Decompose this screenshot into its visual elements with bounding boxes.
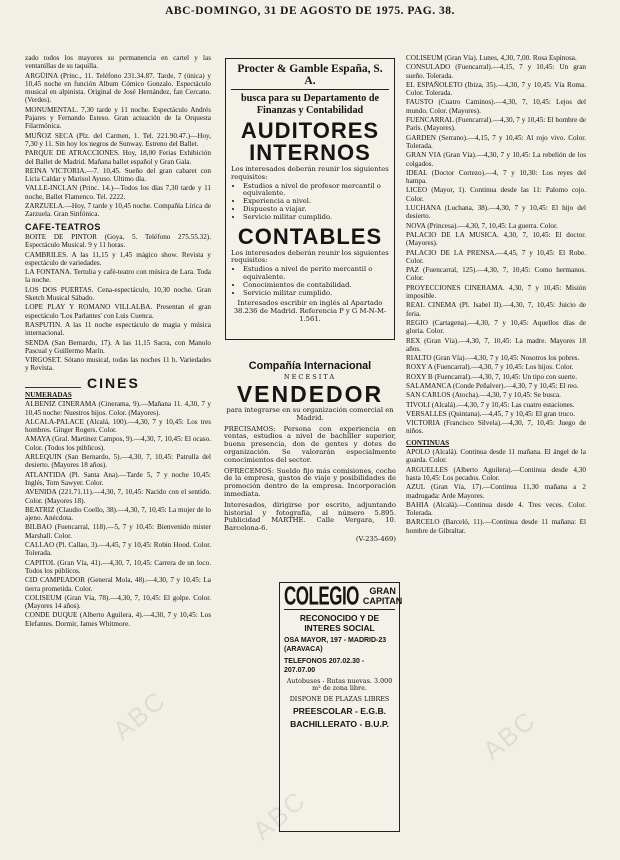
ad-ofrecemos: OFRECEMOS: Sueldo fijo más comisiones, coche de la empresa, gastos de viaje y posibilidades de promoción dentro de la empresa. Incorporación inmediata.: [224, 466, 396, 498]
ad-code: (V-235-469): [355, 534, 396, 543]
listing-entry: ARGUELLES (Alberto Aguilera).—Continua desde 4,30 hasta 10,45: Los pecados. Color.: [406, 465, 586, 482]
listing-entry: VERSALLES (Quintana).—4,45, 7 y 10,45: El gran truco.: [406, 409, 575, 418]
listing-entry: GARDEN (Serrano).—4,15, 7 y 10,45: Al rojo vivo. Color. Tolerada.: [406, 133, 586, 150]
listing-entry: PALACIO DE LA MUSICA. 4,30, 7, 10,45: El doctor. (Mayores).: [406, 230, 586, 248]
ad-line: INTERES SOCIAL: [304, 622, 375, 633]
ad-company-name: Procter & Gamble España, S. A.: [231, 63, 389, 90]
subheading-numeradas: NUMERADAS: [25, 390, 72, 399]
listing-entry: BILBAO (Fuencarral, 118).—5, 7 y 10,45: Bienvenido mister Marshall. Color.: [25, 523, 211, 540]
listing-entry: NOVA (Princesa).—4,30, 7, 10,45: La guerra. Color.: [406, 221, 558, 230]
listing-entry: ZARZUELA.—Hoy, 7 tarde y 10,45 noche. Compañía Lírica de Zarzuela. Gran Sinfónica.: [25, 202, 211, 219]
listing-entry: SENDA (San Bernardo, 17). A las 11,15 Sacra, con Manolo Pascual y Guillermo Marín.: [25, 338, 211, 355]
listing-entry: SALAMANCA (Conde Peñalver).—4,30, 7 y 10,45: El reo.: [406, 381, 579, 390]
ad-requirement: • Estudios a nivel de profesor mercantil o equivalente.: [243, 183, 389, 199]
procter-gamble-ad: [225, 58, 395, 340]
listing-entry: AVENIDA (221.71.11).—4,30, 7, 10,45: Nacido con el sentido. Color. (Mayores 18).: [25, 488, 211, 505]
listing-entry: APOLO (Alcalá). Continua desde 11 mañana. El ángel de la guarda. Color.: [406, 448, 586, 465]
listing-entry: SAN CARLOS (Atocha).—4,30, 7 y 10,45: Se busca.: [406, 391, 561, 400]
ad-levels: PREESCOLAR - E.G.B.: [292, 706, 387, 717]
listing-entry: MUÑOZ SECA (Plz. del Carmen, 1. Tel. 221.90.47.)—Hoy, 7,30 y 11. Sin hoy los negros de Sunway. Estreno del Ballet.: [25, 131, 211, 148]
listing-entry: CID CAMPEADOR (General Mola, 48).—4,30, 7 y 10,45: La tierra prometida. Color.: [25, 576, 211, 593]
right-column: [406, 54, 586, 860]
colegio-logo: [284, 581, 403, 610]
ad-necesita: NECESITA: [283, 373, 337, 381]
listing-entry: MONUMENTAL. 7,30 tarde y 11 noche. Espectáculo Andrés Pajares y Fernando Esteso. Gran actuación de la Orquesta Filarmónica.: [25, 105, 211, 131]
logo-sub-text: GRAN CAPITAN: [362, 586, 403, 606]
listing-entry: CONSULADO (Fuencarral).—4,15, 7 y 10,45: Un gran sueño. Tolerada.: [406, 63, 586, 80]
ad-title-vendedor: VENDEDOR: [236, 381, 384, 407]
listing-entry: LICEO (Mayor, 1). Continua desde las 11: Palomo cojo. Color.: [406, 186, 586, 203]
listing-entry: PROYECCIONES CINERAMA. 4,30, 7 y 10,45: Misión imposible.: [406, 283, 586, 301]
ad-line: RECONOCIDO Y DE: [299, 613, 380, 623]
abc-watermark: ABC: [106, 684, 172, 746]
listing-entry: PAZ (Fuencarral, 125).—4,30, 7, 10,45: Como hermanos. Color.: [406, 266, 586, 283]
listing-entry: CONDE DUQUE (Alberto Aguilera, 4).—4,30, 7 y 10,45: Los Elefantes. Dormir, James Whitmore.: [25, 611, 211, 628]
listing-entry: RIALTO (Gran Vía).—4,30, 7 y 10,45: Nosotros los pobres.: [406, 354, 580, 363]
ad-requirement: • Servicio militar cumplido.: [243, 214, 389, 222]
ad-phones: TELEFONOS 207.02.30 - 207.07.00: [284, 658, 365, 674]
listing-entry: BOITE DE PINTOR (Goya, 5. Teléfono 275.55.32). Espectáculo Musical. 9 y 11 horas.: [25, 232, 211, 250]
listing-entry: COLISEUM (Gran Vía). Lunes, 4,30, 7,00. Rosa Espinosa.: [406, 54, 577, 62]
ad-address: OSA MAYOR, 197 - MADRID-23 (ARAVACA): [284, 637, 387, 653]
listing-entry: LOPE PLAY Y ROMANO VILLALBA. Presentan el gran espectáculo 'Los Parlantes' con Luis Cuenca.: [25, 303, 211, 320]
listing-entry: ROXY B (Fuencarral).—4,30, 7, 10,45: Un tipo con suerte.: [406, 372, 578, 381]
listing-entry: VALLE-INCLAN (Princ. 14.)—Todos los días 7,30 tarde y 11 noche, Ballet Flamenco. Tel. 2222.: [25, 184, 211, 201]
subheading-continuas: CONTINUAS: [406, 438, 450, 447]
listing-entry: TIVOLI (Alcalá).—4,30, 7 y 10,45: Las cuatro estaciones.: [406, 400, 575, 409]
ad-requirement: • Servicio militar cumplido.: [243, 290, 389, 298]
ad-contact: Interesados, dirigirse por escrito, adjuntando historial y fotografía, al número 5.895. Publicidad MARTHE. Calle Vergara, 10. Barcelona-6.: [224, 500, 396, 533]
ad-requirement: • Conocimientos de contabilidad.: [243, 282, 389, 290]
ad-requirements-intro: Los interesados deberán reunir los siguientes requisitos:: [231, 165, 389, 181]
ad-requirements-list: [231, 183, 389, 222]
ad-requirement: • Dispuesto a viajar.: [243, 206, 389, 214]
listing-entry: EL ESPAÑOLETO (Ibiza, 35).—4,30, 7 y 10,45: Vía Roma. Color. Tolerada.: [406, 80, 586, 98]
listing-entry: FAUSTO (Cuatro Caminos).—4,30, 7, 10,45: Lejos del mundo. Color. (Mayores).: [406, 98, 586, 115]
listing-entry: GRAN VIA (Gran Vía).—4,30, 7 y 10,45: La rebelión de los colgados.: [406, 151, 586, 168]
ad-title-contables: CONTABLES: [237, 223, 383, 249]
abc-watermark: ABC: [476, 704, 542, 766]
colegio-ad: [279, 581, 403, 832]
listing-entry: COLISEUM (Gran Vía, 78).—4,30, 7, 10,45: El golpe. Color. (Mayores 14 años).: [25, 593, 211, 611]
section-heading-cafe-teatros: CAFE-TEATROS: [25, 221, 101, 232]
listing-entry: BAHIA (Alcalá).—Continua desde 4. Tres veces. Color. Tolerada.: [406, 500, 586, 518]
ad-precisamos: PRECISAMOS: Persona con experiencia en ventas, estudios a nivel de bachiller superior, buena presencia, don de gentes y dotes de organización. Se valorarán especialmente conocimientos del sector.: [224, 424, 396, 464]
listing-entry: LOS DOS PUERTAS. Cena-espectáculo, 10,30 noche. Gran Sketch Musical Sábado.: [25, 285, 211, 303]
listing-entry: ATLANTIDA (Pl. Santa Ana).—Tarde 5, 7 y noche 10,45: Inglés, Tom Sawyer. Color.: [25, 470, 211, 487]
vendedor-ad: [224, 360, 396, 572]
listing-entry: REAL CINEMA (Pl. Isabel II).—4,30, 7, 10,45: Juicio de feria.: [406, 301, 586, 318]
ad-requirements-list: [231, 266, 389, 297]
listing-entry: ALBENIZ CINERAMA (Cinerama, 9).—Mañana 11. 4,30, 7 y 10,45 noche: Nuestros hijos. Color. (Mayores).: [25, 400, 211, 417]
listing-entry: BEATRIZ (Claudio Coello, 38).—4,30, 7, 10,45: La mujer de lo ajeno. Anécdota.: [25, 505, 211, 523]
ad-company: Compañía Internacional: [248, 360, 372, 372]
intro-paragraph: zado todos los mayores su permanencia en cartel y las ventanillas de su taquilla.: [25, 54, 211, 71]
ad-reference: Interesados escribir en inglés al Apartado 38.236 de Madrid. Referencia P y G M-N-M-1.561.: [233, 299, 387, 323]
logo-main-text: COLEGIO: [284, 581, 359, 610]
listing-entry: LUCHANA (Luchana, 38).—4,30, 7 y 10,45: El hijo del desierto.: [406, 204, 586, 221]
listing-entry: ALCALA-PALACE (Alcalá, 100).—4,30, 7 y 10,45: Los tres hombres. Ginger Rogers. Color.: [25, 417, 211, 435]
listing-entry: REINA VICTORIA.—7. 10,45. Sueño del gran cabaret con Licia Caldar y Marisol Ayuso. Ultimo día.: [25, 166, 211, 184]
intro-paragraph: ARGÜINA (Princ., 11. Teléfono 231.34.87. Tarde, 7 (única) y 10,45 noche en función Album Cómico Gonzalo. Espectáculo musical en alpinista. Original de José Hernández, fan Cercano. (Verdes).: [25, 71, 211, 105]
listing-entry: AZUL (Gran Vía, 17).—Continua 11,30 mañana a 2 madrugada: Arde Mayores.: [406, 483, 586, 500]
ad-headline: busca para su Departamento de Finanzas y Contabilidad: [240, 93, 380, 116]
listing-entry: ARLEQUIN (San Bernardo, 5).—4,30, 7, 10,45: Patrulla del desierto. (Mayores 18 años).: [25, 453, 211, 470]
ad-purpose: para integrarse en su organización comercial en Madrid.: [226, 406, 394, 422]
left-column: [25, 54, 211, 860]
ad-requirements-intro: Los interesados deberán reunir los siguientes requisitos:: [231, 248, 389, 265]
listing-entry: PALACIO DE LA PRENSA.—4,45, 7 y 10,45: El Robe. Color.: [406, 248, 586, 265]
listing-entry: REX (Gran Vía).—4,30, 7, 10,45: La madre. Mayores 18 años.: [406, 336, 586, 353]
ad-bus: Autobuses - Rutas nuevas. 3.000 m² de zona libre.: [286, 677, 393, 693]
listing-entry: AMAYA (Gral. Martínez Campos, 9).—4,30, 7, 10,45: El ocaso. Color. (Todos los públicos).: [25, 435, 211, 452]
listing-entry: RASPUTIN. A las 11 noche espectáculo de magia y música internacional.: [25, 320, 211, 338]
ad-title-auditores: AUDITORES INTERNOS: [240, 118, 380, 165]
listing-entry: CAPITOL (Gran Vía, 41).—4,30, 7, 10,45: Carrera de un loco. Todos los públicos.: [25, 558, 211, 575]
page-header: ABC-DOMINGO, 31 DE AGOSTO DE 1975. PAG. 38.: [165, 5, 455, 17]
listing-entry: REGIO (Cartagena).—4,30, 7 y 10,45: Aquellos días de gloria. Color.: [406, 318, 586, 336]
listing-entry: PARQUE DE ATRACCIONES. Hoy, 18,00 Ferias Exhibición del Ballet de Madrid. Mañana ballet español y Gran Gala.: [25, 149, 211, 166]
ad-levels: BACHILLERATO - B.U.P.: [290, 719, 389, 730]
ad-requirement: • Estudios a nivel de perito mercantil o equivalente.: [243, 266, 389, 282]
listing-entry: CAMBRILES. A las 11,15 y 1,45 mágico show. Revista y espectáculo de variedades.: [25, 250, 211, 267]
listing-entry: VIRGOSET. Sótano musical, todas las noches 11 h. Variedades y Revista.: [25, 356, 211, 373]
listing-entry: VICTORIA (Francisco Silvela).—4,30, 7, 10,45: Juego de niños.: [406, 419, 586, 436]
ad-plazas: DISPONE DE PLAZAS LIBRES: [289, 694, 390, 703]
section-heading-cines: CINES: [25, 379, 211, 387]
listing-entry: ROXY A (Fuencarral).—4,30, 7 y 10,45: Los hijos. Color.: [406, 363, 574, 372]
listing-entry: FUENCARRAL (Fuencarral).—4,30, 7 y 10,45: El hombre de París. (Mayores).: [406, 116, 586, 133]
listing-entry: IDEAL (Doctor Cortezo).—4, 7 y 10,30: Los reyes del hampa.: [406, 168, 586, 186]
listing-entry: CALLAO (Pl. Callao, 3).—4,45, 7 y 10,45: Robin Hood. Color. Tolerada.: [25, 541, 211, 558]
ad-requirement: • Experiencia a nivel.: [243, 198, 389, 206]
listing-entry: BARCELO (Barceló, 11).—Continua desde 11 mañana: El hombre de Gibraltar.: [406, 518, 586, 535]
listing-entry: LA FONTANA. Tertulia y café-teatro con música de Lara. Toda la noche.: [25, 268, 211, 285]
